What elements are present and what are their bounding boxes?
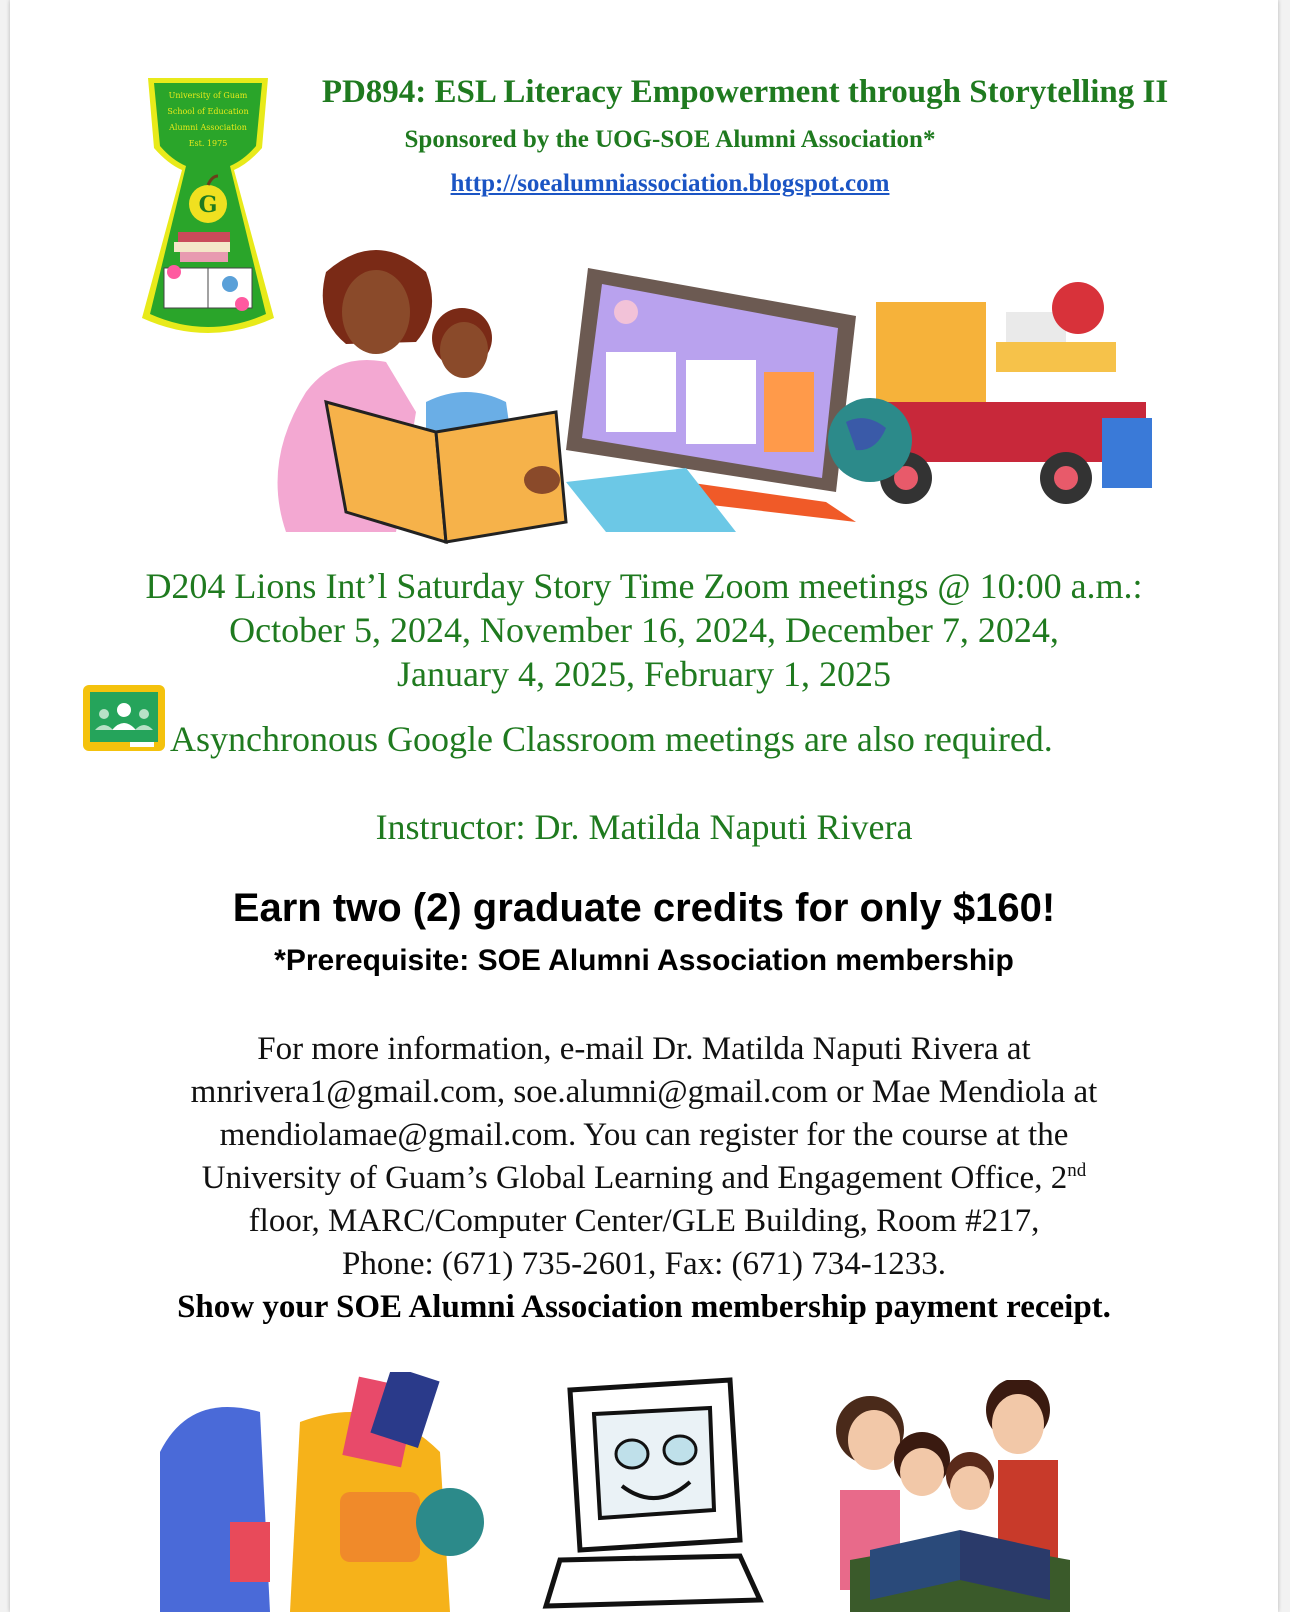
info-line-3: mendiolamae@gmail.com. You can register for the course at the: [219, 1117, 1069, 1153]
earn-credits-headline: Earn two (2) graduate credits for only $160!: [232, 886, 1056, 930]
smiling-computer-icon: [540, 1370, 770, 1612]
books-stack-icon: [174, 232, 230, 262]
course-title: PD894: ESL Literacy Empowerment through Storytelling II: [321, 74, 1169, 110]
info-line-2: mnrivera1@gmail.com, soe.alumni@gmail.com or Mae Mendiola at: [190, 1074, 1098, 1110]
meetings-line-1: D204 Lions Int’l Saturday Story Time Zoom meetings @ 10:00 a.m.:: [145, 566, 1143, 606]
info-line-1: For more information, e-mail Dr. Matilda Naputi Rivera at: [257, 1031, 1031, 1067]
family-reading-book-icon: [836, 1380, 1070, 1612]
info-line-4-text: University of Guam’s Global Learning and Engagement Office, 2: [201, 1160, 1068, 1196]
sponsor-line: Sponsored by the UOG-SOE Alumni Association*: [404, 126, 936, 153]
backpack-icon: [160, 1372, 484, 1612]
reading-illustration: [266, 232, 1186, 562]
alumni-association-badge: [138, 72, 278, 344]
receipt-notice: Show your SOE Alumni Association membership payment receipt.: [177, 1289, 1111, 1325]
mother-and-child-reading-icon: [278, 250, 566, 542]
computer-monitor-icon: [566, 268, 856, 532]
open-book-icon: [164, 265, 252, 311]
badge-line-2: School of Education: [167, 107, 249, 116]
badge-line-3: Alumni Association: [169, 123, 247, 132]
badge-line-4: Est. 1975: [188, 139, 228, 148]
books-wagon-icon: [828, 282, 1152, 504]
meetings-line-3: January 4, 2025, February 1, 2025: [397, 654, 891, 694]
family-reading-illustration: [830, 1380, 1090, 1612]
info-line-5: floor, MARC/Computer Center/GLE Building, Room #217,: [248, 1203, 1040, 1239]
school-supplies-illustration: [150, 1372, 500, 1612]
meetings-line-2: October 5, 2024, November 16, 2024, December 7, 2024,: [229, 610, 1059, 650]
instructor-line: Instructor: Dr. Matilda Naputi Rivera: [375, 807, 913, 847]
blog-link[interactable]: http://soealumniassociation.blogspot.com: [450, 170, 890, 197]
badge-line-1: University of Guam: [168, 91, 248, 100]
info-line-4: [10, 1160, 1278, 1197]
prerequisite-line: *Prerequisite: SOE Alumni Association membership: [274, 944, 1014, 977]
info-line-6: Phone: (671) 735-2601, Fax: (671) 734-1233.: [341, 1246, 947, 1282]
google-classroom-icon: [82, 684, 166, 754]
badge-letter: G: [198, 192, 218, 218]
flyer-page: [10, 0, 1278, 1612]
async-classroom-note: Asynchronous Google Classroom meetings are also required.: [170, 719, 1053, 759]
info-line-4-superscript: nd: [1067, 1160, 1087, 1181]
